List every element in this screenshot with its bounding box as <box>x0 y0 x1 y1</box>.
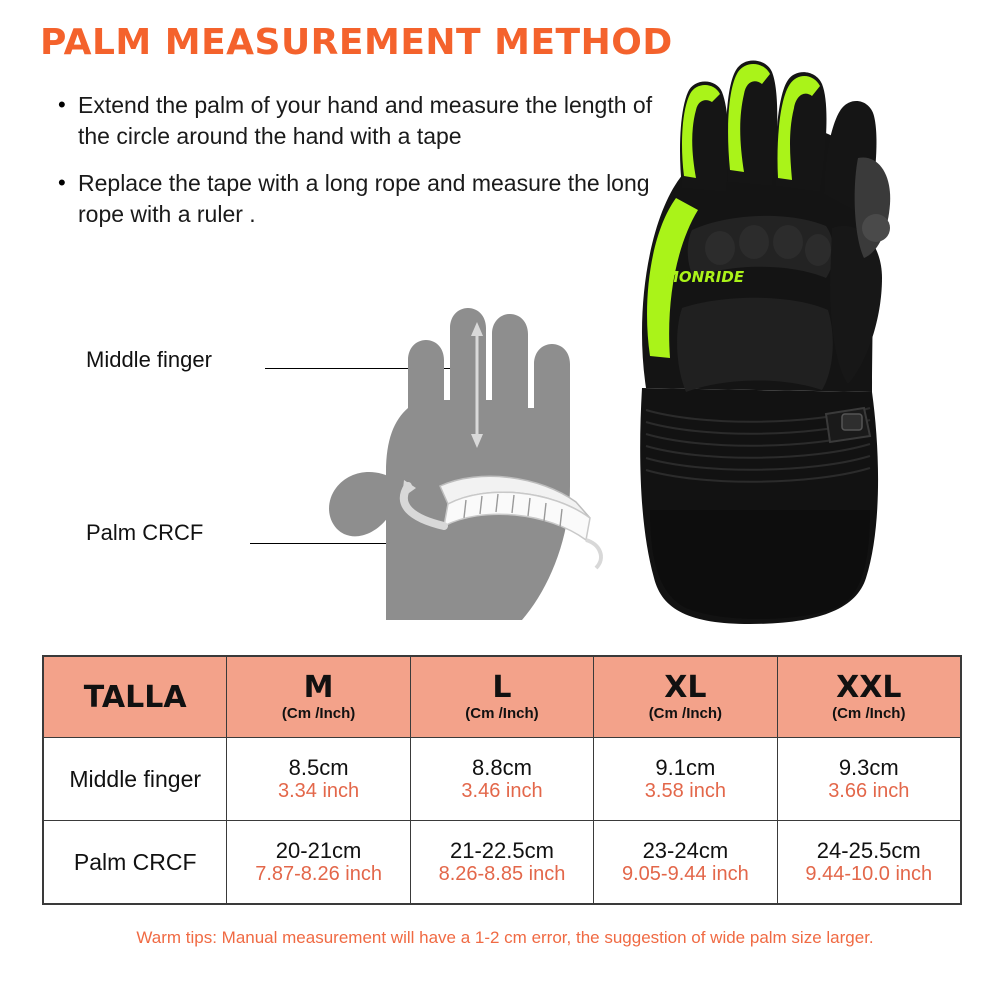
row-label-middle-finger: Middle finger <box>44 738 227 821</box>
table-row <box>44 821 961 904</box>
cell-palm-l: 21-22.5cm 8.26-8.85 inch <box>410 821 593 904</box>
instruction-text: Replace the tape with a long rope and measure the long rope with a ruler . <box>78 170 650 227</box>
glove-product-image <box>620 58 970 628</box>
warm-tips-note: Warm tips: Manual measurement will have a 1-2 cm error, the suggestion of wide palm size larger. <box>136 928 874 947</box>
list-item <box>58 90 678 152</box>
hand-silhouette-icon <box>290 290 620 620</box>
size-chart-table <box>42 655 962 905</box>
cell-middle-finger-xxl: 9.3cm 3.66 inch <box>777 738 960 821</box>
table-row <box>44 738 961 821</box>
header-size-m: M (Cm /Inch) <box>227 657 410 738</box>
header-size-xl: XL (Cm /Inch) <box>594 657 777 738</box>
cell-middle-finger-l: 8.8cm 3.46 inch <box>410 738 593 821</box>
instruction-text: Extend the palm of your hand and measure the length of the circle around the hand with a tape <box>78 92 653 149</box>
header-size-xxl: XXL (Cm /Inch) <box>777 657 960 738</box>
glove-brand-text: MONRIDE <box>664 268 745 286</box>
row-label-palm-crcf: Palm CRCF <box>44 821 227 904</box>
cell-middle-finger-xl: 9.1cm 3.58 inch <box>594 738 777 821</box>
palm-crcf-label: Palm CRCF <box>86 520 204 545</box>
hand-measurement-diagram <box>60 290 680 620</box>
cell-palm-m: 20-21cm 7.87-8.26 inch <box>227 821 410 904</box>
bullet-dot-icon: • <box>58 170 66 195</box>
page-title: PALM MEASUREMENT METHOD <box>40 22 673 63</box>
bullet-dot-icon: • <box>58 92 66 117</box>
instruction-list <box>58 90 678 246</box>
cell-middle-finger-m: 8.5cm 3.34 inch <box>227 738 410 821</box>
header-talla: TALLA <box>44 657 227 738</box>
cell-palm-xxl: 24-25.5cm 9.44-10.0 inch <box>777 821 960 904</box>
list-item <box>58 168 678 230</box>
table-header-row <box>44 657 961 738</box>
cell-palm-xl: 23-24cm 9.05-9.44 inch <box>594 821 777 904</box>
middle-finger-label: Middle finger <box>86 347 212 372</box>
header-size-l: L (Cm /Inch) <box>410 657 593 738</box>
